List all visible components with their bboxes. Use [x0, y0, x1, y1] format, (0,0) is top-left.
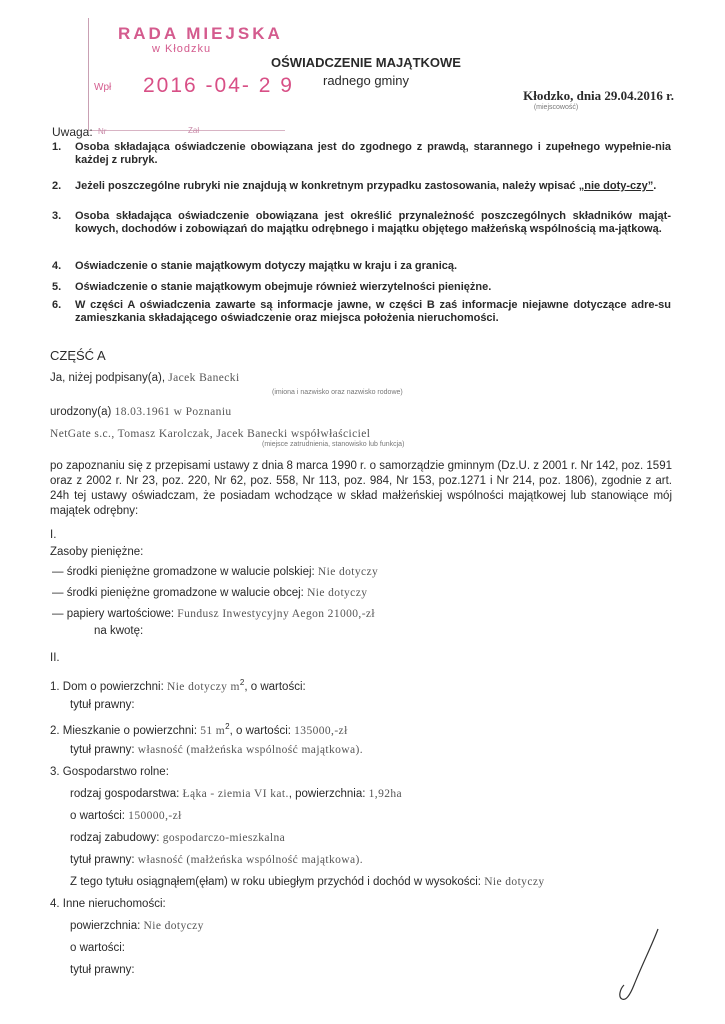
other-title-label: tytuł prawny: — [70, 964, 135, 976]
note-number: 2. — [52, 180, 62, 192]
stamp-nr-label: Nr — [98, 127, 107, 136]
other-area-line — [70, 920, 204, 932]
section-1-heading: Zasoby pieniężne: — [50, 546, 144, 558]
signed-value: Jacek Banecki — [168, 372, 240, 384]
flat-after: , o wartości: — [229, 724, 291, 737]
signature-mark — [612, 925, 672, 1005]
money-item-pln — [52, 566, 378, 578]
farm-income-value: Nie dotyczy — [484, 876, 545, 888]
note-text: Oświadczenie o stanie majątkowym obejmuje również wierzytelności pieniężne. — [75, 281, 492, 293]
flat-title-value: własność (małżeńska wspólność majątkowa). — [137, 744, 364, 756]
note-item — [52, 180, 672, 206]
note-text-wrap — [75, 180, 671, 193]
note-item — [52, 281, 672, 295]
flat-line — [50, 722, 348, 737]
flat-title-line — [70, 744, 363, 756]
money-value: Fundusz Inwestycyjny Aegon 21000,-zł — [177, 608, 376, 620]
born-value: 18.03.1961 w Poznaniu — [114, 406, 232, 418]
house-line — [50, 678, 306, 693]
house-sup: 2 — [239, 678, 245, 687]
farm-area-label: , powierzchnia: — [288, 788, 366, 800]
kwota-label: na kwotę: — [94, 625, 144, 637]
money-item-securities — [52, 608, 375, 620]
farm-label: 3. Gospodarstwo rolne: — [50, 766, 169, 778]
flat-sup: 2 — [225, 722, 230, 731]
house-after: , o wartości: — [244, 680, 306, 693]
signed-line — [50, 372, 240, 384]
note-underlined: „nie doty-czy” — [578, 180, 654, 192]
other-property-label: 4. Inne nieruchomości: — [50, 898, 166, 910]
money-label: — środki pieniężne gromadzone w walucie obcej: — [52, 587, 304, 599]
other-area-label: powierzchnia: — [70, 920, 141, 932]
note-item — [52, 260, 672, 274]
note-item — [52, 210, 672, 250]
farm-type-label: rodzaj gospodarstwa: — [70, 788, 180, 800]
stamp-date: 2016 -04- 2 9 — [143, 74, 294, 97]
uwaga-label: Uwaga: — [52, 125, 93, 139]
flat-area: 51 m — [200, 724, 226, 737]
stamp-zal-label: Zał — [188, 126, 200, 135]
money-value: Nie dotyczy — [307, 587, 368, 599]
money-item-foreign — [52, 587, 367, 599]
document-title: OŚWIADCZENIE MAJĄTKOWE — [271, 55, 461, 70]
note-text: Jeżeli poszczególne rubryki nie znajdują w konkretnym przypadku zastosowania, należy wpisać — [75, 180, 576, 192]
farm-area-value: 1,92ha — [368, 788, 403, 800]
farm-value-line — [70, 810, 182, 822]
house-value: Nie dotyczy m — [166, 680, 240, 693]
farm-type-value: Łąka - ziemia VI kat. — [182, 788, 289, 800]
money-value: Nie dotyczy — [317, 566, 379, 578]
stamp-title: RADA MIEJSKA — [118, 24, 283, 43]
house-label: 1. Dom o powierzchni: — [50, 680, 164, 693]
born-label: urodzony(a) — [50, 406, 112, 418]
farm-title-label: tytuł prawny: — [70, 854, 135, 866]
flat-title-label: tytuł prawny: — [70, 744, 135, 756]
farm-income-label: Z tego tytułu osiągnąłem(ęłam) w roku ubiegłym przychód i dochód w wysokości: — [70, 876, 481, 888]
note-text: W części A oświadczenia zawarte są informacje jawne, w części B zaś informacje niejawne dotyczące adre-su zamieszkania składającego oświadczenie oraz miejsca położenia nieruchomości. — [75, 299, 671, 324]
note-number: 4. — [52, 260, 62, 272]
place-date: Kłodzko, dnia 29.04.2016 r. — [523, 88, 674, 103]
stamp-wp-label: Wpł — [94, 82, 112, 93]
employer-caption: (miejsce zatrudnienia, stanowisko lub funkcja) — [262, 441, 405, 448]
farm-buildings-value: gospodarczo-mieszkalna — [162, 832, 286, 844]
flat-value: 135000,-zł — [294, 724, 348, 737]
note-text: Osoba składająca oświadczenie obowiązana jest określić przynależność poszczególnych składników mająt-kowych, dochodów i zobowiązań do majątku odrębnego i majątku objętego małżeńską wspólnością ma-jątkową. — [75, 210, 671, 235]
flat-label: 2. Mieszkanie o powierzchni: — [50, 724, 198, 737]
other-value-label: o wartości: — [70, 942, 125, 954]
stamp-subtitle: w Kłodzku — [152, 43, 212, 55]
farm-value-value: 150000,-zł — [128, 810, 182, 822]
other-area-value: Nie dotyczy — [143, 920, 204, 932]
legal-paragraph: po zapoznaniu się z przepisami ustawy z dnia 8 marca 1990 r. o samorządzie gminnym (Dz.U. z 2001 r. Nr 142, poz. 1591 oraz z 2002 r. Nr 23, poz. 220, Nr 62, poz. 558, Nr 113, poz. 984, Nr 153, poz.1271 i Nr 214, poz. 1806), zgodnie z art. 24h tej ustawy oświadczam, że posiadam wchodzące w skład małżeńskiej wspólności majątkowej lub stanowiące mój majątek odrębny: — [50, 460, 672, 517]
note-item — [52, 141, 672, 167]
farm-income-line — [70, 876, 545, 888]
section-2-roman: II. — [50, 652, 60, 664]
house-title-label: tytuł prawny: — [70, 699, 135, 711]
money-label: — papiery wartościowe: — [52, 608, 175, 620]
born-line — [50, 406, 232, 418]
farm-buildings-line — [70, 832, 285, 844]
farm-type-line — [70, 788, 402, 800]
farm-title-value: własność (małżeńska wspólność majątkowa). — [137, 854, 364, 866]
place-caption: (miejscowość) — [533, 104, 579, 111]
note-number: 3. — [52, 210, 62, 222]
note-item — [52, 299, 672, 325]
farm-value-label: o wartości: — [70, 810, 125, 822]
farm-title-line — [70, 854, 363, 866]
note-number: 1. — [52, 141, 62, 153]
note-number: 5. — [52, 281, 62, 293]
employer-value: NetGate s.c., Tomasz Karolczak, Jacek Banecki współwłaściciel — [50, 428, 371, 440]
note-text: Oświadczenie o stanie majątkowym dotyczy majątku w kraju i za granicą. — [75, 260, 458, 272]
section-1-roman: I. — [50, 529, 57, 541]
money-label: — środki pieniężne gromadzone w walucie polskiej: — [52, 566, 315, 578]
name-caption: (imiona i nazwisko oraz nazwisko rodowe) — [272, 389, 403, 396]
note-number: 6. — [52, 299, 62, 311]
farm-buildings-label: rodzaj zabudowy: — [70, 832, 160, 844]
signed-label: Ja, niżej podpisany(a), — [50, 372, 166, 384]
part-a-heading: CZĘŚĆ A — [50, 348, 106, 363]
note-end: . — [653, 180, 657, 192]
note-text: Osoba składająca oświadczenie obowiązana jest do zgodnego z prawdą, starannego i zupełnego wypełnie-nia każdej z rubryk. — [75, 141, 671, 166]
document-subtitle: radnego gminy — [323, 73, 409, 88]
